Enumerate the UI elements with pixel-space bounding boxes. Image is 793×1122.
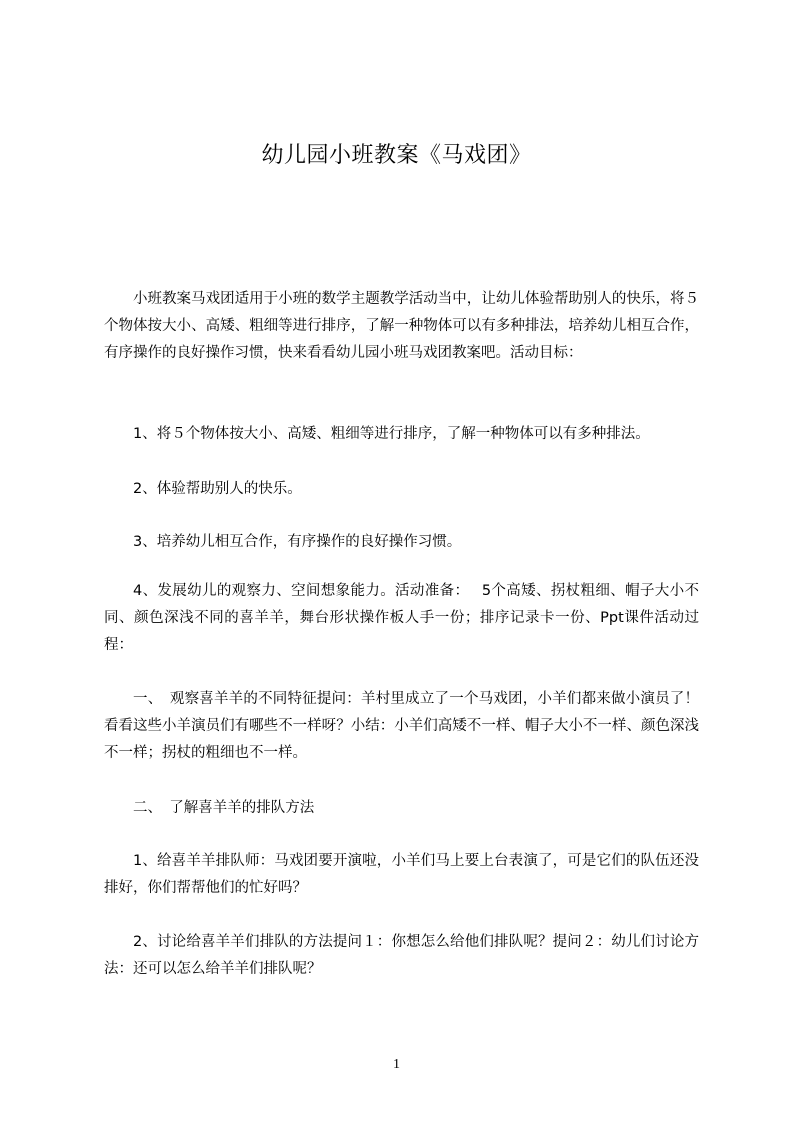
document-title: 幼儿园小班教案《马戏团》 [261, 143, 532, 168]
goal-2-paragraph: 2、体验帮助别人的快乐。 [133, 481, 302, 497]
process-1-paragraph: 一、 观察喜羊羊的不同特征提问：羊村里成立了一个马戏团，小羊们都来做小演员了！看看这些小羊演员们有哪些不一样呀？小结：小羊们高矮不一样、帽子大小不一样、颜色深浅不一样；拐杖的粗细也不一样。 [104, 691, 699, 761]
page-number: 1 [393, 1057, 400, 1072]
process-2-heading: 二、 了解喜羊羊的排队方法 [133, 800, 315, 816]
goal-4-paragraph: 4、发展幼儿的观察力、空间想象能力。活动准备： 5个高矮、拐杖粗细、帽子大小不同、颜色深浅不同的喜羊羊，舞台形状操作板人手一份；排序记录卡一份、Ppt课件活动过程： [104, 583, 699, 653]
goal-3-paragraph: 3、培养幼儿相互合作，有序操作的良好操作习惯。 [133, 534, 462, 550]
intro-paragraph: 小班教案马戏团适用于小班的数学主题教学活动当中，让幼儿体验帮助别人的快乐，将５个物体按大小、高矮、粗细等进行排序，了解一种物体可以有多种排法，培养幼儿相互合作，有序操作的良好操作习惯，快来看看幼儿园小班马戏团教案吧。活动目标： [104, 291, 699, 361]
process-2-step-2-paragraph: 2、讨论给喜羊羊们排队的方法提问１：你想怎么给他们排队呢？提问２：幼儿们讨论方法：还可以怎么给羊羊们排队呢？ [104, 934, 699, 977]
process-2-step-1-paragraph: 1、给喜羊羊排队师：马戏团要开演啦，小羊们马上要上台表演了，可是它们的队伍还没排好，你们帮帮他们的忙好吗？ [104, 853, 699, 896]
goal-1-paragraph: 1、将５个物体按大小、高矮、粗细等进行排序，了解一种物体可以有多种排法。 [133, 426, 650, 442]
